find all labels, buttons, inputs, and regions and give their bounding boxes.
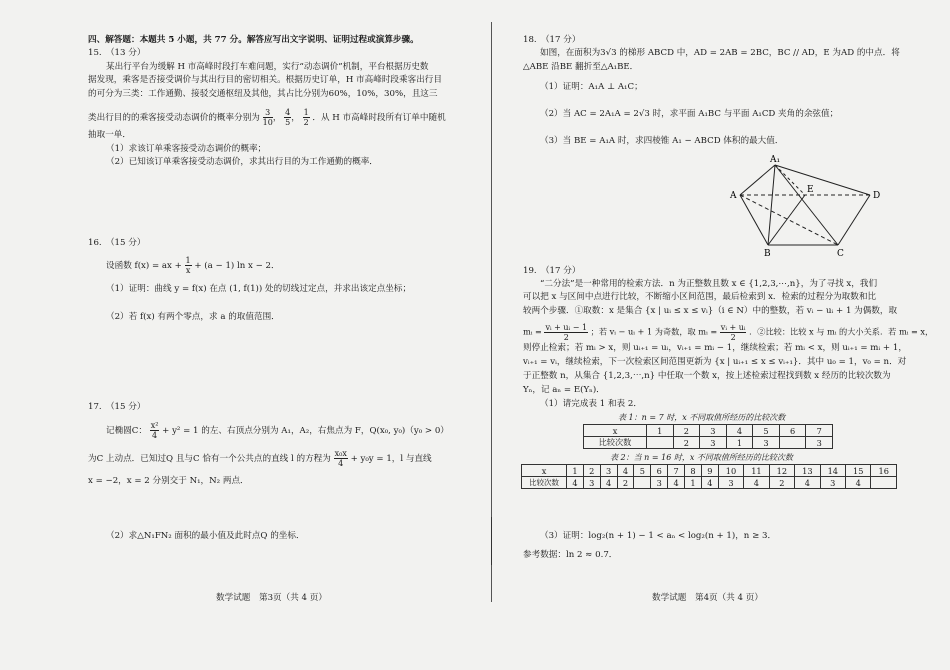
- fraction-mi-odd: $\frac{\text{vᵢ + uᵢ}}{2}$: [720, 323, 746, 342]
- q15-line2: 据发现，乘客是否接受调价与其出行目的密切相关。根据历史订单，H 市高峰时段乘客出行目: [88, 75, 442, 85]
- table-cell: 1: [567, 465, 584, 477]
- q17-line1: [106, 421, 449, 440]
- q15-line4-end: ．从 H 市高峰时段所有订单中随机: [312, 113, 446, 123]
- label-D: D: [873, 191, 881, 201]
- column-divider-lower: [491, 517, 492, 565]
- table-cell: 1: [647, 425, 674, 437]
- table-cell: 2: [673, 425, 700, 437]
- table-cell: 4: [726, 425, 753, 437]
- table-cell: 2: [769, 477, 794, 489]
- table-cell: 1: [685, 477, 702, 489]
- table-cell: 3: [700, 425, 727, 437]
- q16-part2: （2）若 f(x) 有两个零点，求 a 的取值范围．: [106, 312, 280, 322]
- q15-line5: 抽取一单．: [88, 130, 131, 140]
- q15-line4: 类出行目的的乘客接受动态调价的概率分别为 $\frac{3}{10}$ ， $\frac{4}{5}$ ， $\frac{1}{2}$ ．从 H 市高峰时段所有订单中随机: [88, 108, 446, 127]
- q19-compare-step: ．②比较：比较 x 与 mᵢ 的大小关系．若 mᵢ = x，: [749, 326, 934, 337]
- fraction-x0x-4: $\frac{\text{x₀x}}{4}$: [334, 449, 347, 468]
- q19-line8: Yₙ，记 aₙ = E(Yₙ)．: [523, 385, 605, 395]
- q16-function-end: + (a − 1) ln x − 2．: [194, 261, 280, 271]
- label-E: E: [807, 185, 814, 195]
- table-cell: 9: [701, 465, 718, 477]
- q17-ellipse-end: + y² = 1 的左、右顶点分别为 A₁，A₂，右焦点为 F，Q(x₀, y₀)（y₀ > 0）: [162, 426, 449, 436]
- table-cell: 5: [753, 425, 780, 437]
- table-cell: x: [584, 425, 647, 437]
- table-cell-blank: [871, 477, 897, 489]
- label-A: A: [730, 191, 737, 201]
- label-A1: A₁: [770, 155, 781, 165]
- q16-heading: 16. （15 分）: [88, 238, 146, 248]
- q19-line3: 较两个步骤．①取数：x 是集合 {x | uᵢ ≤ x ≤ vᵢ}（i ∈ N）中的整数，若 vᵢ − uᵢ + 1 为偶数，取: [523, 306, 898, 316]
- table-cell: 4: [795, 477, 820, 489]
- q17-line3: x = −2，x = 2 分别交于 N₁，N₂ 两点．: [88, 476, 249, 486]
- q17-part2: （2）求△N₁FN₂ 面积的最小值及此时点Q 的坐标．: [106, 531, 305, 541]
- q19-line7: 于正整数 n，从集合 {1,2,3,⋯,n} 中任取一个数 x，按上述检索过程找到数 x 经历的比较次数为: [523, 371, 891, 381]
- table-cell: 3: [583, 477, 600, 489]
- edge-A1D: [775, 165, 870, 195]
- q17-heading: 17. （15 分）: [88, 402, 146, 412]
- q18-part2: （2）当 AC = 2A₁A = 2√3 时，求平面 A₁BC 与平面 A₁CD 夹角的余弦值；: [540, 109, 839, 119]
- q19-line4: [523, 323, 933, 342]
- label-C: C: [837, 249, 844, 259]
- table2-row-x: [522, 465, 897, 477]
- edge-A1B: [768, 165, 775, 245]
- q19-heading: 19. （17 分）: [523, 266, 581, 276]
- fraction-mi-even: $\frac{\text{vᵢ + uᵢ − 1}}{2}$: [545, 323, 588, 342]
- table-cell: 5: [634, 465, 651, 477]
- table-cell: 2: [673, 437, 700, 449]
- table-cell: 3: [600, 465, 617, 477]
- q15-part2: （2）已知该订单乘客接受动态调价，求其出行目的为工作通勤的概率．: [106, 157, 378, 167]
- table1: [583, 424, 833, 449]
- table-cell: 4: [567, 477, 584, 489]
- left-page-footer: 数学试题 第3页（共 4 页）: [216, 593, 327, 603]
- table-cell: 3: [651, 477, 668, 489]
- q17-ellipse-start: 记椭圆C：: [106, 426, 147, 436]
- table-cell: 1: [726, 437, 753, 449]
- table-cell: 比较次数: [584, 437, 647, 449]
- table-cell: 比较次数: [522, 477, 567, 489]
- table-cell: 6: [651, 465, 668, 477]
- table-cell: 2: [617, 477, 634, 489]
- q17-line2-end: + y₀y = 1，l 与直线: [350, 454, 432, 464]
- pyramid-figure: [720, 150, 890, 260]
- edge-A1A: [740, 165, 775, 195]
- table-cell: 4: [600, 477, 617, 489]
- table-cell: 8: [685, 465, 702, 477]
- table-cell: 4: [617, 465, 634, 477]
- q19-part1: （1）请完成表 1 和表 2．: [540, 399, 642, 409]
- q19-line5: 则停止检索；若 mᵢ > x，则 uᵢ₊₁ = uᵢ，vᵢ₊₁ = mᵢ − 1，继续检索；若 mᵢ < x，则 uᵢ₊₁ = mᵢ + 1，: [523, 343, 907, 353]
- table1-row-count: [584, 437, 833, 449]
- table-cell: 6: [779, 425, 806, 437]
- fraction-3-10: $\frac{3}{10}$: [262, 108, 273, 127]
- q19-line1: “二分法”是一种常用的检索方法．n 为正整数且数 x ∈ {1,2,3,⋯,n}，为了寻找 x，我们: [540, 279, 878, 289]
- table2: [521, 464, 897, 489]
- table-cell: 4: [846, 477, 871, 489]
- diag-AC-hidden: [740, 195, 838, 245]
- fraction-1-x: $\frac{1}{x}$: [185, 256, 191, 275]
- table-cell: 7: [806, 425, 833, 437]
- q15-line1: 某出行平台为缓解 H 市高峰时段打车难问题，实行“动态调价”机制，平台根据历史数: [106, 62, 429, 72]
- table-cell: 14: [820, 465, 845, 477]
- column-divider: [491, 22, 492, 602]
- q19-mi-odd-start: ；若 vᵢ − uᵢ + 1 为奇数，取 mᵢ =: [590, 326, 718, 337]
- table-cell: 4: [668, 477, 685, 489]
- q15-line4-start: 类出行目的的乘客接受动态调价的概率分别为: [88, 113, 260, 123]
- q18-part1: （1）证明：A₁A ⊥ A₁C；: [540, 82, 643, 92]
- table2-row-count: [522, 477, 897, 489]
- table-cell: 7: [668, 465, 685, 477]
- q16-part1: （1）证明：曲线 y = f(x) 在点 (1, f(1)) 处的切线过定点，并求出该定点坐标；: [106, 284, 412, 294]
- table1-caption: 表 1：n = 7 时，x 不同取值所经历的比较次数: [618, 413, 786, 422]
- q18-part3: （3）当 BE = A₁A 时，求四棱锥 A₁ − ABCD 体积的最大值．: [540, 136, 784, 146]
- table-cell: 3: [806, 437, 833, 449]
- q15-part1: （1）求该订单乘客接受动态调价的概率；: [106, 144, 267, 154]
- q19-mi-even-start: mᵢ =: [523, 326, 542, 337]
- table-cell: 13: [795, 465, 820, 477]
- fraction-x2-4: $\frac{\text{x²}}{4}$: [150, 421, 159, 440]
- edge-BE: [768, 195, 805, 245]
- table-cell: 4: [744, 477, 769, 489]
- q18-line2: △ABE 沿BE 翻折至△A₁BE．: [523, 62, 639, 72]
- reference-data: 参考数据：ln 2 ≈ 0.7．: [523, 550, 618, 560]
- q17-line2: [88, 449, 432, 468]
- edge-A1C: [775, 165, 838, 245]
- table-cell: 2: [583, 465, 600, 477]
- q15-heading: 15. （13 分）: [88, 48, 146, 58]
- table-cell: 3: [820, 477, 845, 489]
- q16-line1: [106, 256, 280, 275]
- table-cell: 4: [701, 477, 718, 489]
- table-cell-blank: [634, 477, 651, 489]
- section-header: 四、解答题：本题共 5 小题，共 77 分。解答应写出文字说明、证明过程或演算步骤。: [88, 35, 419, 45]
- table-cell: 11: [744, 465, 769, 477]
- q19-line2: 可以把 x 与区间中点进行比较，不断缩小区间范围，最后检索到 x．检索的过程分为取数和比: [523, 292, 877, 302]
- table-cell: 12: [769, 465, 794, 477]
- table-cell: 10: [718, 465, 743, 477]
- table-cell-blank: [779, 437, 806, 449]
- table-cell: 3: [700, 437, 727, 449]
- q16-function-start: 设函数 f(x) = ax +: [106, 261, 182, 271]
- q19-part3: （3）证明：log₂(n + 1) − 1 < aₙ < log₂(n + 1)，n ≥ 3．: [540, 531, 777, 541]
- q18-line1: 如图，在面积为3√3 的梯形 ABCD 中，AD = 2AB = 2BC，BC // AD，E 为AD 的中点．将: [540, 48, 900, 58]
- table-cell-blank: [647, 437, 674, 449]
- table-cell: x: [522, 465, 567, 477]
- table-cell: 3: [753, 437, 780, 449]
- q17-line2-start: 为C 上动点．已知过Q 且与C 恰有一个公共点的直线 l 的方程为: [88, 454, 331, 464]
- table1-row-x: [584, 425, 833, 437]
- label-B: B: [764, 249, 771, 259]
- q18-heading: 18. （17 分）: [523, 35, 581, 45]
- table2-caption: 表 2：当 n = 16 时，x 不同取值所经历的比较次数: [610, 453, 793, 462]
- right-page-footer: 数学试题 第4页（共 4 页）: [652, 593, 763, 603]
- edge-CD: [838, 195, 870, 245]
- table-cell: 15: [846, 465, 871, 477]
- q15-line3: 的可分为三类：工作通勤、接驳交通枢纽及其他，其占比分别为60%，10%，30%，且这三: [88, 89, 438, 99]
- q19-line6: vᵢ₊₁ = vᵢ，继续检索，下一次检索区间范围更新为 {x | uᵢ₊₁ ≤ x ≤ vᵢ₊₁}．其中 u₀ = 1，v₀ = n．对: [523, 357, 907, 367]
- table-cell: 3: [718, 477, 743, 489]
- fraction-1-2: $\frac{1}{2}$: [303, 108, 309, 127]
- table-cell: 16: [871, 465, 897, 477]
- fraction-4-5: $\frac{4}{5}$: [285, 108, 291, 127]
